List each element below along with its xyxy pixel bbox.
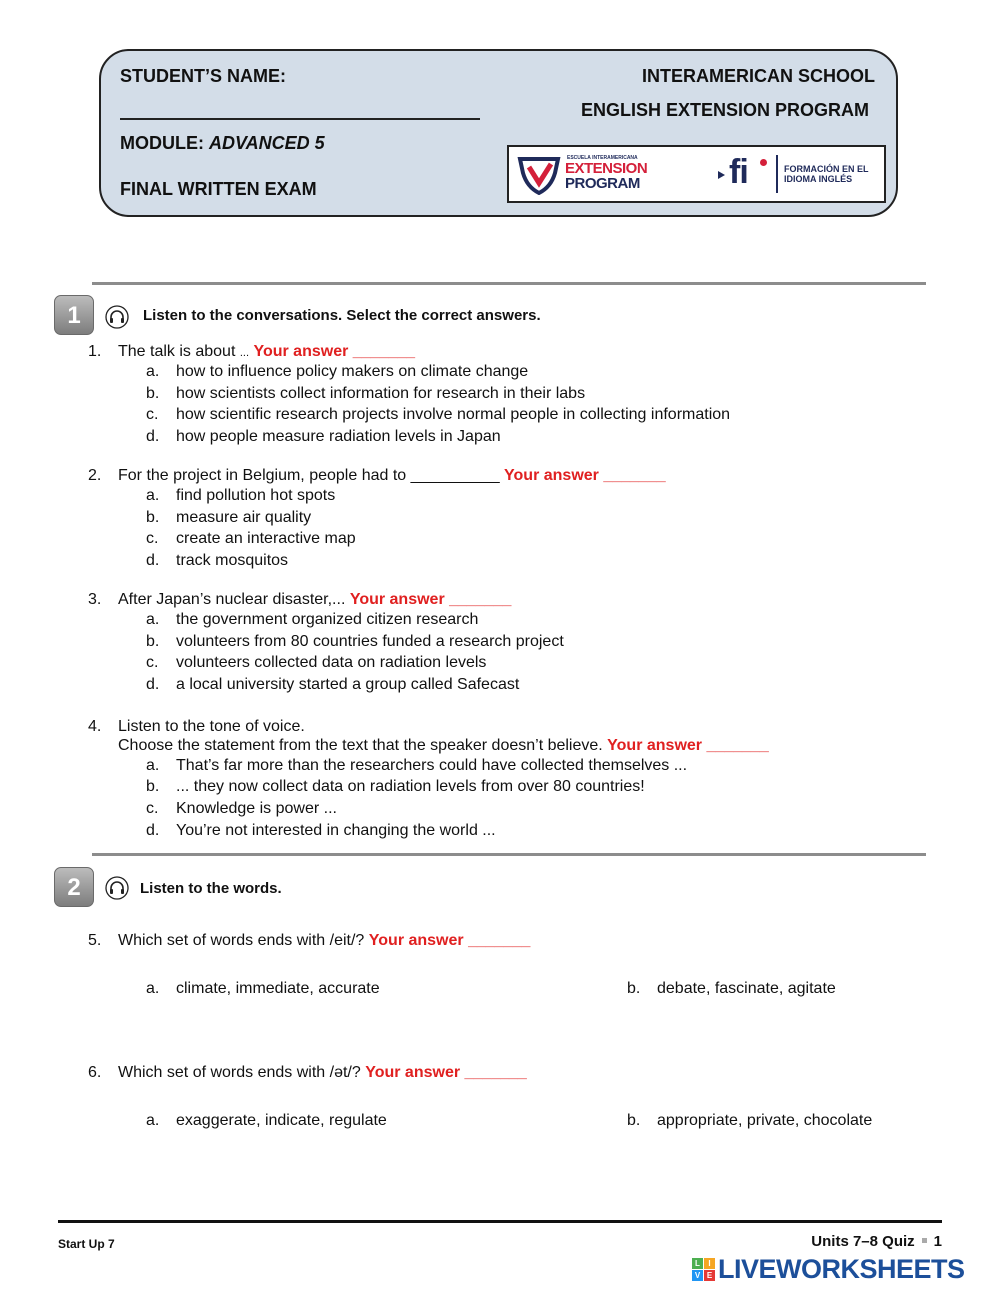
question-number: 3. bbox=[88, 591, 102, 608]
section-divider bbox=[92, 282, 926, 285]
option-letter: c. bbox=[146, 406, 159, 423]
option-letter: c. bbox=[146, 800, 159, 817]
module-label bbox=[120, 133, 325, 154]
footer-book-title: Start Up 7 bbox=[58, 1237, 115, 1251]
module-label-text: MODULE: bbox=[120, 133, 209, 153]
option-letter: b. bbox=[146, 509, 160, 526]
option-letter: a. bbox=[146, 1112, 160, 1129]
fi-text-line2: IDIOMA INGLÉS bbox=[784, 174, 853, 184]
option-text: how people measure radiation levels in Japan bbox=[176, 428, 501, 445]
option-letter: c. bbox=[146, 654, 159, 671]
question-text bbox=[118, 931, 530, 951]
question-text: Listen to the tone of voice. bbox=[118, 718, 305, 735]
question-prompt: Choose the statement from the text that the speaker doesn’t believe. bbox=[118, 737, 608, 754]
option-letter: d. bbox=[146, 676, 160, 693]
fi-arrow-icon bbox=[718, 171, 725, 179]
option-text: find pollution hot spots bbox=[176, 487, 336, 504]
logo-program-text: PROGRAM bbox=[565, 175, 640, 192]
footer-quiz-title: Units 7–8 Quiz bbox=[811, 1233, 915, 1250]
option-letter: a. bbox=[146, 487, 160, 504]
liveworksheets-grid-icon bbox=[692, 1258, 716, 1282]
question-prompt: Which set of words ends with /eit/? bbox=[118, 932, 369, 949]
option-letter: b. bbox=[146, 778, 160, 795]
question-text bbox=[118, 466, 666, 486]
question-number: 4. bbox=[88, 718, 102, 735]
option-text: volunteers collected data on radiation levels bbox=[176, 654, 487, 671]
fi-separator bbox=[776, 155, 778, 193]
fi-logo-mark: fi bbox=[729, 153, 748, 191]
question-prompt: After Japan’s nuclear disaster,... bbox=[118, 591, 350, 608]
question-text bbox=[118, 590, 511, 610]
question-prompt: The talk is about bbox=[118, 343, 240, 360]
option-text: debate, fascinate, agitate bbox=[657, 980, 836, 997]
grid-cell: L bbox=[692, 1258, 703, 1269]
logo-extension-text: EXTENSION bbox=[565, 160, 648, 177]
module-value: ADVANCED 5 bbox=[209, 133, 325, 153]
option-text: a local university started a group called Safecast bbox=[176, 676, 520, 693]
headphones-icon[interactable] bbox=[105, 876, 129, 900]
option-letter: b. bbox=[627, 1112, 641, 1129]
option-text: ... they now collect data on radiation levels from over 80 countries! bbox=[176, 778, 645, 795]
question-prompt: Which set of words ends with /ət/? bbox=[118, 1064, 366, 1081]
section-divider bbox=[92, 853, 926, 856]
question-prompt: For the project in Belgium, people had to __________ bbox=[118, 467, 505, 484]
option-letter: d. bbox=[146, 428, 160, 445]
shield-logo-icon bbox=[517, 155, 561, 195]
option-letter: a. bbox=[146, 980, 160, 997]
student-name-line bbox=[120, 118, 480, 120]
question-number: 6. bbox=[88, 1064, 102, 1081]
option-letter: a. bbox=[146, 611, 160, 628]
option-text: You’re not interested in changing the world ... bbox=[176, 822, 496, 839]
grid-cell: I bbox=[704, 1258, 715, 1269]
option-text: That’s far more than the researchers could have collected themselves ... bbox=[176, 757, 688, 774]
question-text bbox=[118, 1063, 527, 1083]
option-text: exaggerate, indicate, regulate bbox=[176, 1112, 387, 1129]
fi-logo-text bbox=[784, 164, 869, 184]
answer-field[interactable]: Your answer _______ bbox=[368, 932, 531, 949]
answer-field[interactable]: Your answer _______ bbox=[349, 591, 512, 608]
option-letter: d. bbox=[146, 822, 160, 839]
option-text: volunteers from 80 countries funded a research project bbox=[176, 633, 564, 650]
grid-cell: E bbox=[704, 1270, 715, 1281]
option-text: how scientific research projects involve normal people in collecting information bbox=[176, 406, 731, 423]
fi-dot-icon bbox=[760, 159, 767, 166]
option-text: measure air quality bbox=[176, 509, 312, 526]
option-text: how scientists collect information for research in their labs bbox=[176, 385, 586, 402]
school-name: INTERAMERICAN SCHOOL bbox=[642, 66, 875, 86]
answer-field[interactable]: Your answer _______ bbox=[365, 1064, 527, 1081]
option-text: how to influence policy makers on climate change bbox=[176, 363, 529, 380]
answer-field[interactable]: Your answer _______ bbox=[253, 343, 416, 360]
question-ellipsis: ... bbox=[239, 347, 250, 359]
option-letter: b. bbox=[627, 980, 641, 997]
option-letter: a. bbox=[146, 363, 160, 380]
fi-text-line1: FORMACIÓN EN EL bbox=[784, 164, 869, 174]
question-number: 2. bbox=[88, 467, 102, 484]
option-letter: c. bbox=[146, 530, 159, 547]
section-2-badge: 2 bbox=[54, 867, 94, 907]
section-1-instruction: Listen to the conversations. Select the correct answers. bbox=[143, 307, 541, 324]
question-number: 5. bbox=[88, 932, 102, 949]
program-logo bbox=[507, 145, 886, 203]
footer-quiz-info bbox=[811, 1233, 942, 1250]
question-text bbox=[118, 342, 415, 363]
answer-field[interactable]: Your answer _______ bbox=[607, 737, 769, 754]
option-letter: d. bbox=[146, 552, 160, 569]
program-name: ENGLISH EXTENSION PROGRAM bbox=[580, 100, 869, 120]
option-letter: b. bbox=[146, 385, 160, 402]
question-number: 1. bbox=[88, 343, 102, 360]
answer-field[interactable]: Your answer _______ bbox=[504, 467, 666, 484]
option-letter: b. bbox=[146, 633, 160, 650]
liveworksheets-wordmark: LIVEWORKSHEETS bbox=[718, 1254, 965, 1284]
option-text: create an interactive map bbox=[176, 530, 356, 547]
option-text: Knowledge is power ... bbox=[176, 800, 337, 817]
footer-separator-icon bbox=[922, 1238, 927, 1243]
logo-school-text: ESCUELA INTERAMERICANA bbox=[567, 155, 638, 161]
footer-divider bbox=[58, 1220, 942, 1223]
question-text bbox=[118, 736, 769, 756]
option-text: track mosquitos bbox=[176, 552, 289, 569]
option-text: the government organized citizen research bbox=[176, 611, 479, 628]
student-name-label: STUDENT’S NAME: bbox=[120, 66, 286, 86]
option-letter: a. bbox=[146, 757, 160, 774]
page-number: 1 bbox=[933, 1233, 942, 1250]
grid-cell: V bbox=[692, 1270, 703, 1281]
option-text: appropriate, private, chocolate bbox=[657, 1112, 873, 1129]
section-2-instruction: Listen to the words. bbox=[140, 880, 282, 897]
section-1-badge: 1 bbox=[54, 295, 94, 335]
option-text: climate, immediate, accurate bbox=[176, 980, 380, 997]
headphones-icon[interactable] bbox=[105, 305, 129, 329]
exam-title: FINAL WRITTEN EXAM bbox=[120, 179, 317, 199]
